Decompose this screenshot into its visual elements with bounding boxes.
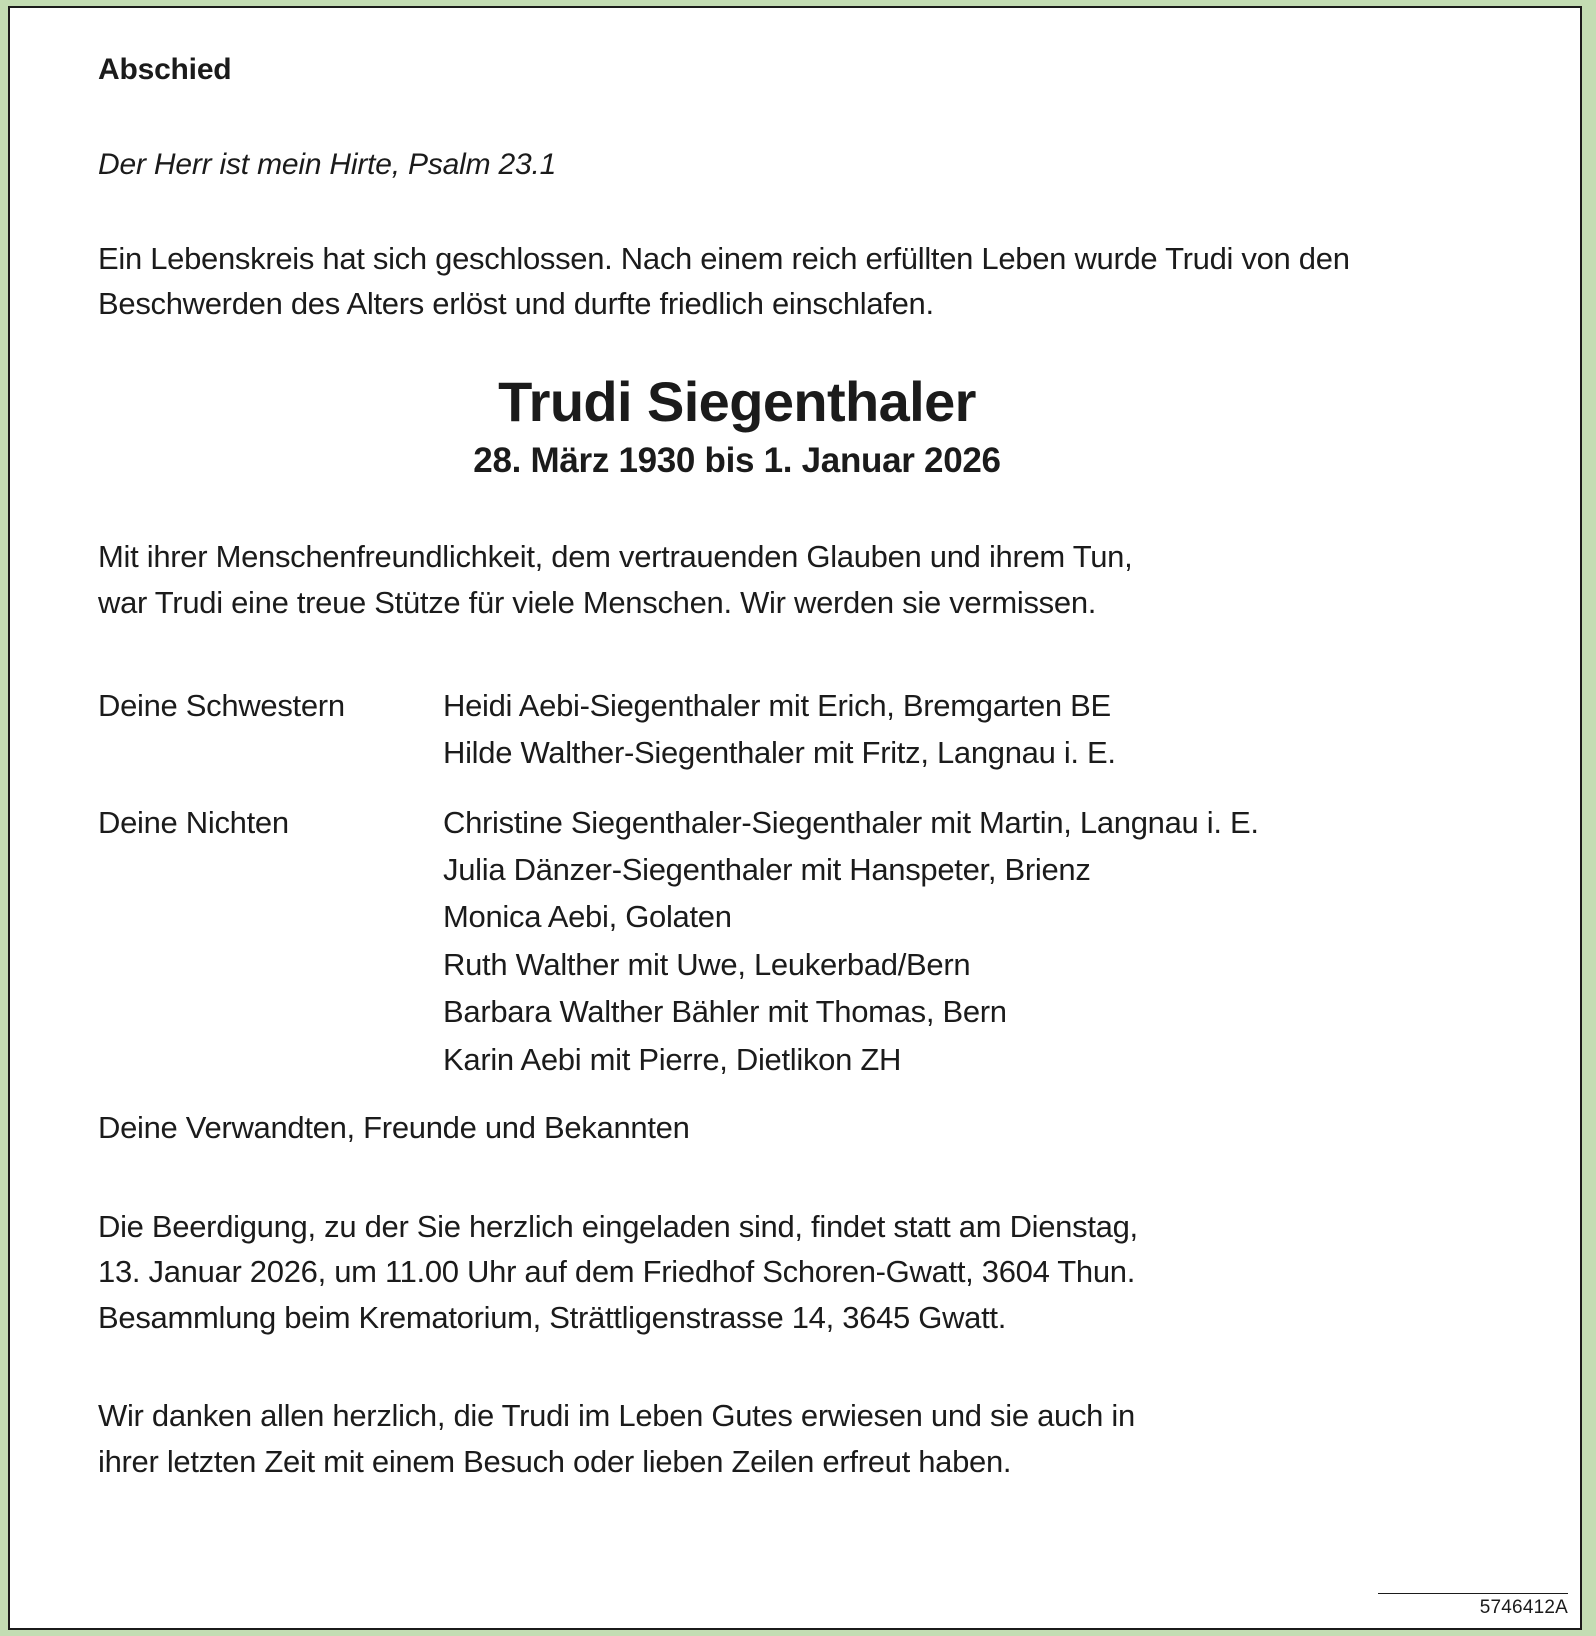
- list-item: Barbara Walther Bähler mit Thomas, Bern: [443, 994, 1007, 1030]
- family-group-label: Deine Schwestern: [98, 687, 345, 723]
- deceased-name: Trudi Siegenthaler: [498, 370, 976, 434]
- funeral-line-1: Die Beerdigung, zu der Sie herzlich eingeladen sind, findet statt am Dienstag,: [98, 1208, 1138, 1244]
- family-group-sisters: [98, 682, 1556, 777]
- family-group-nieces: [98, 799, 1556, 1084]
- lead-line-1: Ein Lebenskreis hat sich geschlossen. Nach einem reich erfüllten Leben wurde Trudi von den: [98, 240, 1350, 276]
- family-group-label: Deine Nichten: [98, 804, 289, 840]
- deceased-dates: 28. März 1930 bis 1. Januar 2026: [473, 440, 1001, 480]
- list-item: Christine Siegenthaler-Siegenthaler mit Martin, Langnau i. E.: [443, 804, 1259, 840]
- notice-kicker: Abschied: [98, 53, 232, 86]
- funeral-line-2: 13. Januar 2026, um 11.00 Uhr auf dem Friedhof Schoren-Gwatt, 3604 Thun.: [98, 1254, 1136, 1290]
- divider: [1378, 1593, 1568, 1594]
- thanks-paragraph: [98, 1393, 1556, 1485]
- tribute-paragraph: [98, 534, 1556, 626]
- deceased-name-block: [38, 371, 1556, 482]
- list-item: Heidi Aebi-Siegenthaler mit Erich, Bremgarten BE: [443, 687, 1111, 723]
- list-item: Ruth Walther mit Uwe, Leukerbad/Bern: [443, 946, 971, 982]
- thanks-line-2: ihrer letzten Zeit mit einem Besuch oder lieben Zeilen erfreut haben.: [98, 1444, 1012, 1480]
- family-group-names: [443, 799, 1556, 1084]
- notice-content: [38, 30, 1556, 1618]
- thanks-line-1: Wir danken allen herzlich, die Trudi im Leben Gutes erwiesen und sie auch in: [98, 1398, 1135, 1434]
- funeral-details: [98, 1204, 1556, 1342]
- family-list: [98, 682, 1556, 1152]
- lead-paragraph: [98, 236, 1498, 328]
- list-item: Julia Dänzer-Siegenthaler mit Hanspeter, Brienz: [443, 851, 1091, 887]
- list-item: Monica Aebi, Golaten: [443, 899, 732, 935]
- bible-verse: Der Herr ist mein Hirte, Psalm 23.1: [98, 148, 557, 181]
- relatives-line: Deine Verwandten, Freunde und Bekannten: [98, 1110, 690, 1146]
- funeral-line-3: Besammlung beim Krematorium, Strättligenstrasse 14, 3645 Gwatt.: [98, 1300, 1007, 1336]
- family-group-names: [443, 682, 1556, 777]
- tribute-line-1: Mit ihrer Menschenfreundlichkeit, dem vertrauenden Glauben und ihrem Tun,: [98, 538, 1133, 574]
- list-item: Hilde Walther-Siegenthaler mit Fritz, Langnau i. E.: [443, 735, 1116, 771]
- reference-id: 5746412A: [1479, 1597, 1568, 1619]
- lead-line-2: Beschwerden des Alters erlöst und durfte friedlich einschlafen.: [98, 286, 934, 322]
- tribute-line-2: war Trudi eine treue Stütze für viele Menschen. Wir werden sie vermissen.: [98, 584, 1097, 620]
- reference-block: [1378, 1593, 1568, 1620]
- obituary-notice-card: [8, 6, 1582, 1630]
- list-item: Karin Aebi mit Pierre, Dietlikon ZH: [443, 1041, 902, 1077]
